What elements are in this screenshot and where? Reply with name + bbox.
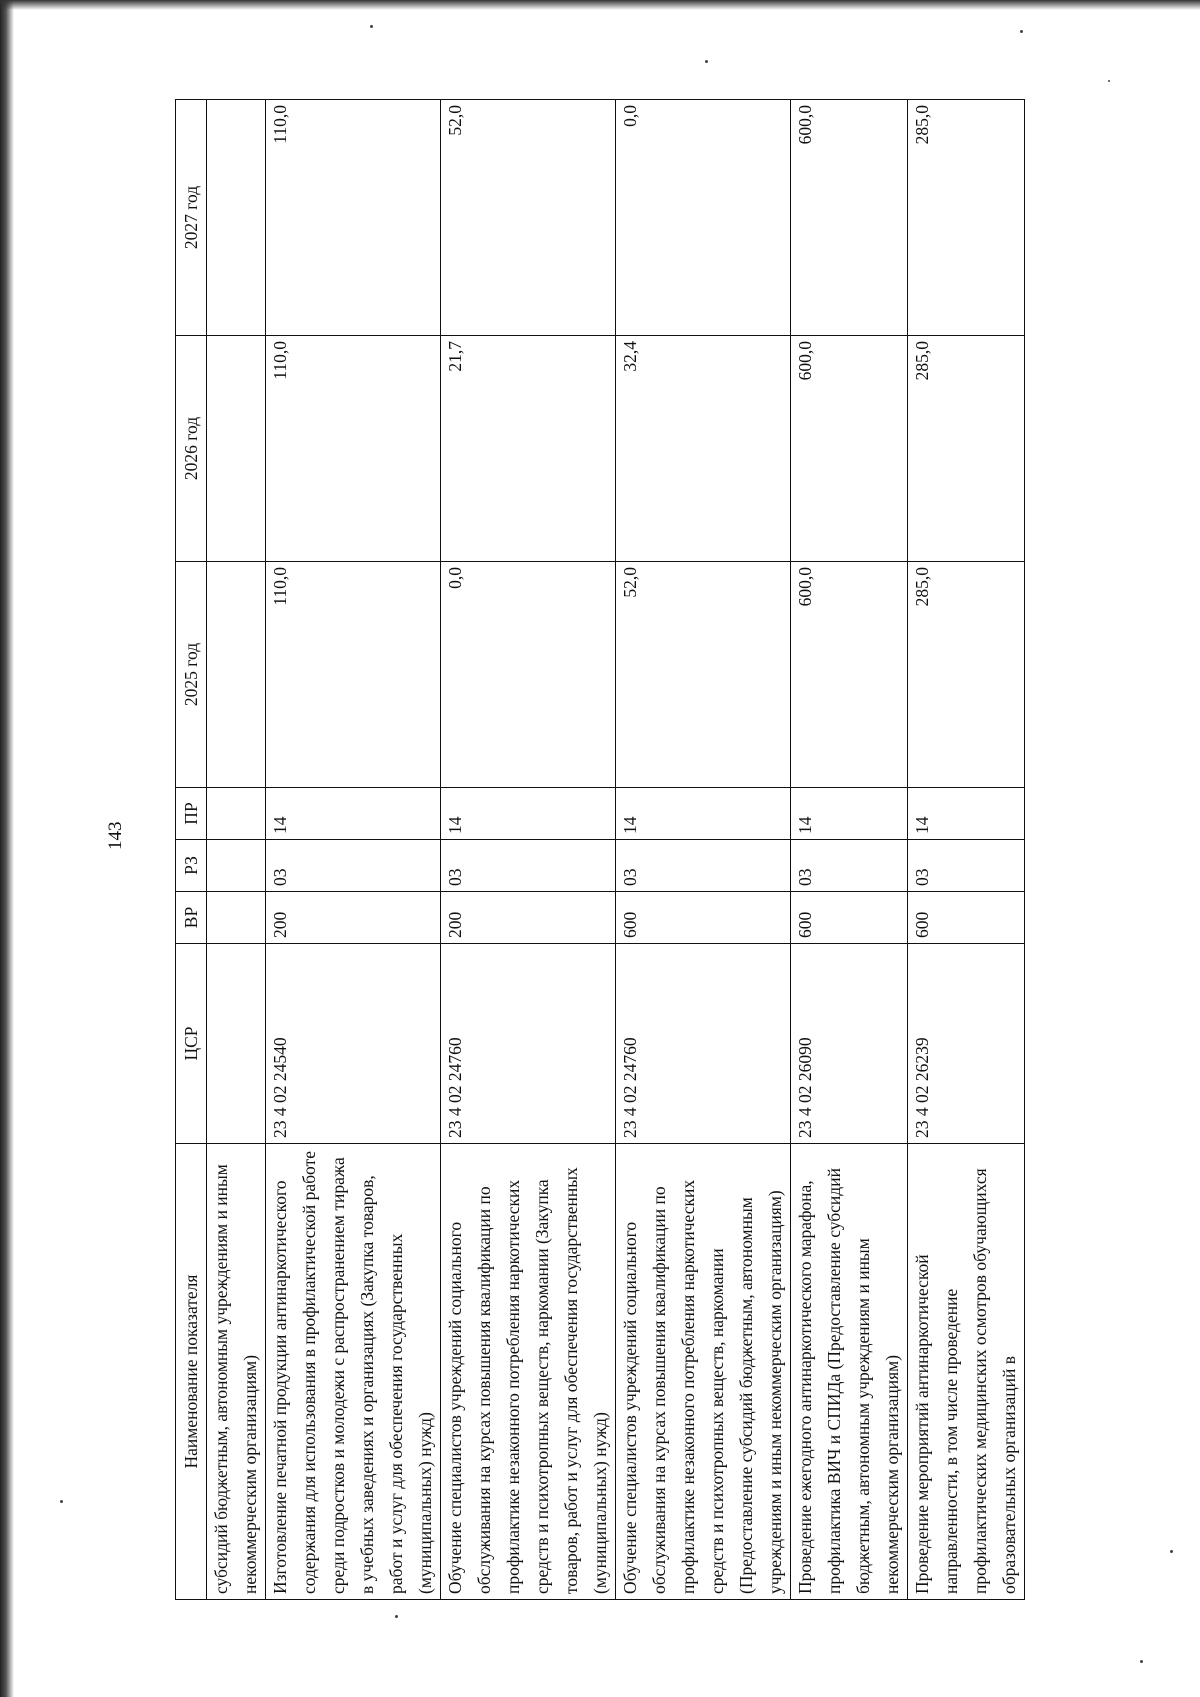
- row-csr: [207, 944, 266, 1144]
- scan-speck: [370, 25, 373, 28]
- row-csr: 23 4 02 24540: [266, 944, 441, 1144]
- row-pr: 14: [441, 788, 616, 840]
- row-2027: 110,0: [266, 100, 441, 336]
- row-name: Проведение мероприятий антинаркотической направленности, в том числе проведение профилактических медицинских осмотров обучающихся образовательных организаций в: [908, 1144, 1025, 1600]
- scan-speck: [1020, 30, 1023, 33]
- row-vr: 200: [441, 892, 616, 944]
- row-2027: 52,0: [441, 100, 616, 336]
- row-pr: 14: [908, 788, 1025, 840]
- header-name: Наименование показателя: [176, 1144, 207, 1600]
- row-2025: 110,0: [266, 562, 441, 788]
- header-rz: РЗ: [176, 840, 207, 892]
- row-csr: 23 4 02 26090: [791, 944, 908, 1144]
- row-2027: 285,0: [908, 100, 1025, 336]
- row-csr: 23 4 02 24760: [616, 944, 791, 1144]
- scan-speck: [705, 60, 708, 63]
- scan-shadow-top: [0, 0, 1200, 10]
- header-row: [176, 100, 207, 1600]
- row-pr: 14: [616, 788, 791, 840]
- table-row: [616, 100, 791, 1600]
- row-csr: 23 4 02 24760: [441, 944, 616, 1144]
- header-2026: 2026 год: [176, 336, 207, 562]
- row-pr: [207, 788, 266, 840]
- row-rz: 03: [441, 840, 616, 892]
- scan-speck: [60, 1500, 63, 1503]
- row-name: Проведение ежегодного антинаркотического марафона, профилактика ВИЧ и СПИДа (Предоставление субсидий бюджетным, автономным учреждениям и иным некоммерческим организациям): [791, 1144, 908, 1600]
- row-2027: 0,0: [616, 100, 791, 336]
- row-2025: 285,0: [908, 562, 1025, 788]
- scan-speck: [1108, 80, 1110, 82]
- scan-shadow-left: [0, 0, 14, 1697]
- row-2025: [207, 562, 266, 788]
- row-pr: 14: [791, 788, 908, 840]
- row-rz: 03: [266, 840, 441, 892]
- header-pr: ПР: [176, 788, 207, 840]
- row-2025: 600,0: [791, 562, 908, 788]
- row-2026: 110,0: [266, 336, 441, 562]
- header-csr: ЦСР: [176, 944, 207, 1144]
- row-rz: 03: [791, 840, 908, 892]
- row-vr: 600: [908, 892, 1025, 944]
- row-2027: [207, 100, 266, 336]
- row-name: Изготовление печатной продукции антинаркотического содержания для использования в профилактической работе среди подростков и молодежи с распространением тиража в учебных заведениях и организациях (Закупка товаров, работ и услуг для обеспечения государственных (муниципальных) нужд): [266, 1144, 441, 1600]
- table-row: [441, 100, 616, 1600]
- header-2027: 2027 год: [176, 100, 207, 336]
- row-vr: 600: [791, 892, 908, 944]
- row-name: Обучение специалистов учреждений социального обслуживания на курсах повышения квалификации по профилактике незаконного потребления наркотических средств и психотропных веществ, наркомании (Закупка товаров, работ и услуг для обеспечения государственных (муниципальных) нужд): [441, 1144, 616, 1600]
- row-csr: 23 4 02 26239: [908, 944, 1025, 1144]
- table-row: [791, 100, 908, 1600]
- table-row: [908, 100, 1025, 1600]
- rotated-table-sheet: [175, 100, 1115, 1600]
- row-vr: 200: [266, 892, 441, 944]
- row-rz: 03: [908, 840, 1025, 892]
- table-row: [207, 100, 266, 1600]
- row-pr: 14: [266, 788, 441, 840]
- budget-table: [175, 99, 1025, 1600]
- row-2025: 52,0: [616, 562, 791, 788]
- row-name: Обучение специалистов учреждений социального обслуживания на курсах повышения квалификации по профилактике незаконного потребления наркотических средств и психотропных веществ, наркомании (Предоставление субсидий бюджетным, автономным учреждениям и иным некоммерческим организациям): [616, 1144, 791, 1600]
- page-number: 143: [105, 821, 126, 850]
- scan-speck: [1170, 1550, 1173, 1553]
- header-2025: 2025 год: [176, 562, 207, 788]
- table-row: [266, 100, 441, 1600]
- scan-speck: [395, 1615, 398, 1618]
- row-rz: 03: [616, 840, 791, 892]
- scan-speck: [1140, 1660, 1143, 1663]
- row-2026: [207, 336, 266, 562]
- row-vr: [207, 892, 266, 944]
- row-rz: [207, 840, 266, 892]
- row-2025: 0,0: [441, 562, 616, 788]
- row-2026: 32,4: [616, 336, 791, 562]
- row-2027: 600,0: [791, 100, 908, 336]
- row-vr: 600: [616, 892, 791, 944]
- row-2026: 285,0: [908, 336, 1025, 562]
- row-name: субсидий бюджетным, автономным учреждениям и иным некоммерческим организациям): [207, 1144, 266, 1600]
- row-2026: 21,7: [441, 336, 616, 562]
- header-vr: ВР: [176, 892, 207, 944]
- row-2026: 600,0: [791, 336, 908, 562]
